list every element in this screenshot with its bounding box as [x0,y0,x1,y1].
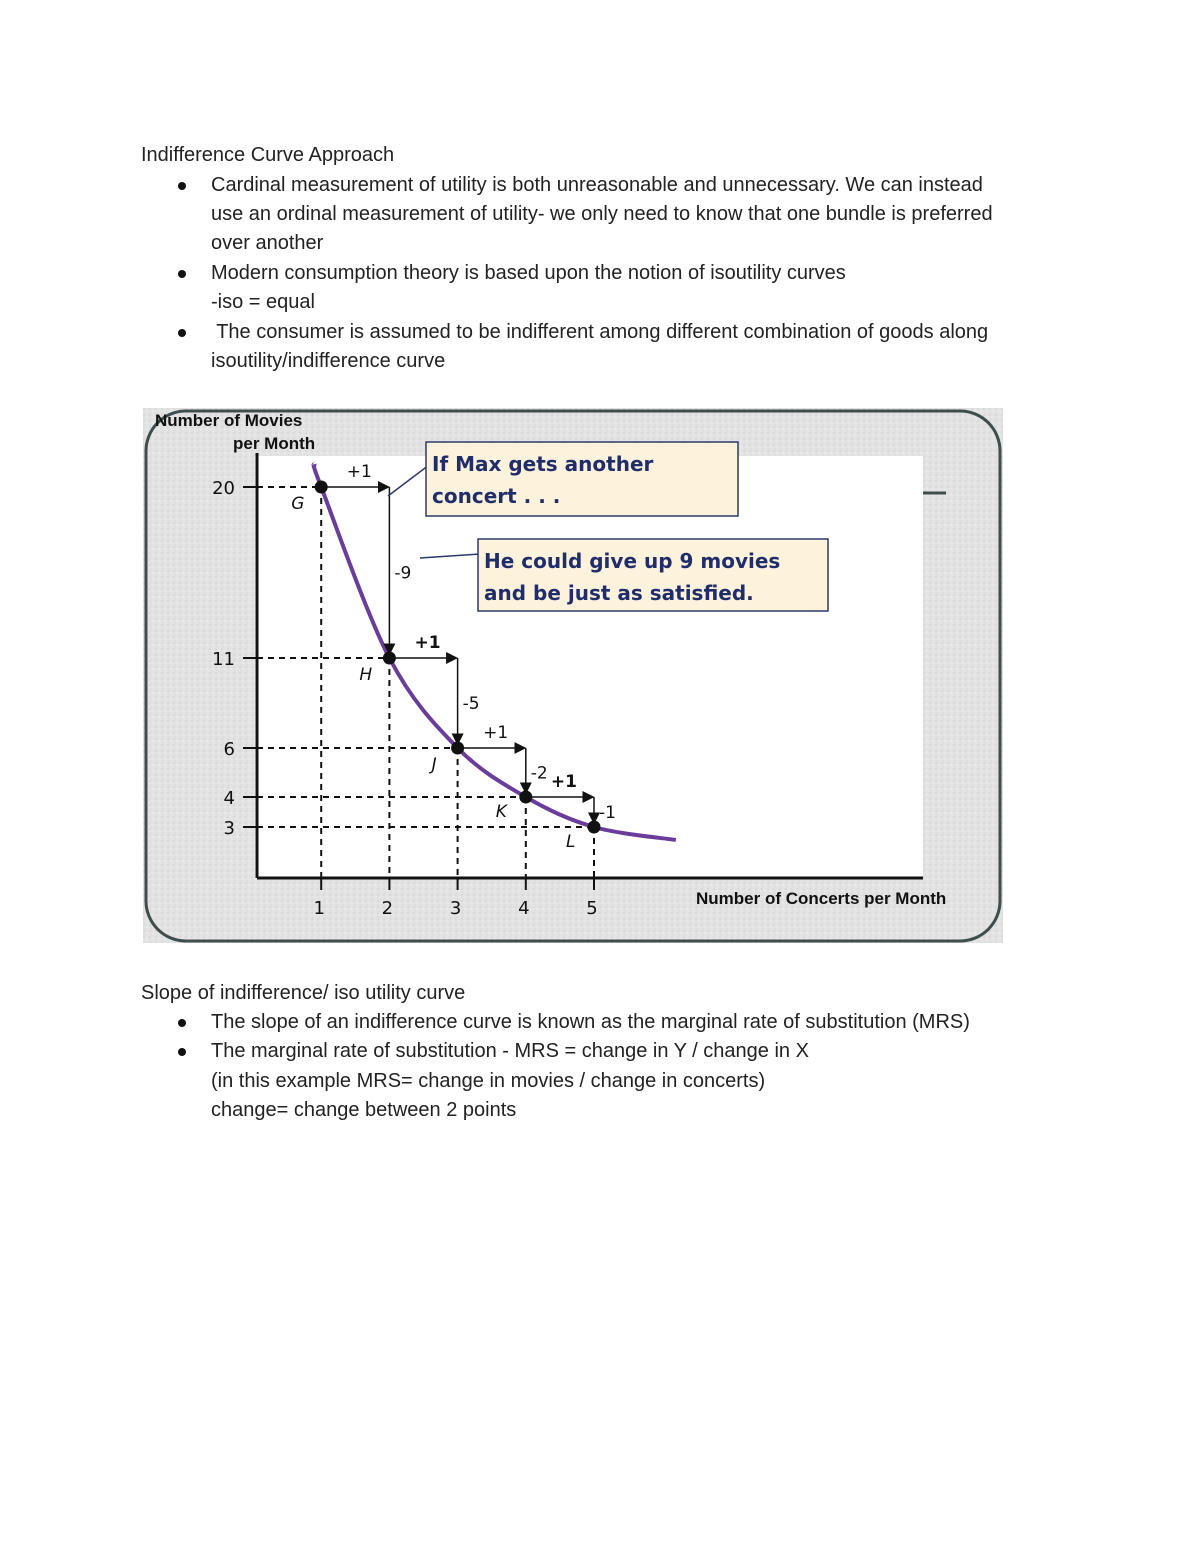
step-dx-label: +1 [550,772,577,792]
bullet-dot [178,270,186,278]
callout-text: He could give up 9 movies [484,549,781,573]
x-tick-label: 2 [381,898,394,919]
indifference-curve-chart [143,408,1003,943]
step-dx-label: +1 [414,633,441,653]
indifference-curve-figure [143,408,1003,943]
bullet-dot [178,182,186,190]
step-dy-label: -9 [394,563,412,584]
bullet-text: (in this example MRS= change in movies / change in concerts) [211,1070,766,1092]
step-dy-label: -2 [530,763,548,784]
data-point [588,821,601,834]
callout-text: concert . . . [432,484,561,508]
section-heading-1: Indifference Curve Approach [141,144,395,166]
bullet-text: change= change between 2 points [211,1099,517,1121]
data-point [383,652,396,665]
y-tick-label: 3 [223,818,235,839]
point-label: G [291,494,305,514]
y-tick-label: 6 [223,739,235,760]
x-tick-label: 3 [449,898,462,919]
callout-text: and be just as satisfied. [484,581,754,605]
step-dx-label: +1 [483,723,509,743]
bullet-text: The slope of an indifference curve is known as the marginal rate of substitution (MRS) [211,1011,970,1033]
bullet-text: The marginal rate of substitution - MRS = change in Y / change in X [211,1040,809,1062]
callout-text: If Max gets another [432,452,654,476]
x-tick-label: 4 [518,898,530,919]
bullet-text: use an ordinal measurement of utility- we only need to know that one bundle is preferred [211,203,993,225]
bullet-dot [178,1019,186,1027]
plot-area [255,456,923,879]
y-tick-label: 4 [223,788,235,809]
point-label: H [359,665,373,685]
bullet-dot [178,329,186,337]
data-point [315,481,328,494]
y-axis-label: Number of Movies [155,411,303,430]
y-tick-label: 11 [212,649,235,670]
bullet-text: isoutility/indifference curve [211,350,446,372]
bullet-text: -iso = equal [211,291,315,313]
bullet-text: Cardinal measurement of utility is both unreasonable and unnecessary. We can instead [211,174,983,196]
bullet-text: The consumer is assumed to be indifferent among different combination of goods along [211,321,989,343]
bullet-text: over another [211,232,324,254]
step-dy-label: -1 [599,803,616,823]
x-tick-label: 1 [313,898,325,919]
data-point [519,791,532,804]
y-axis-label: per Month [233,434,316,453]
step-dx-label: +1 [346,462,372,482]
x-tick-label: 5 [586,898,598,919]
point-label: K [495,802,507,822]
data-point [451,742,464,755]
step-dy-label: -5 [462,694,480,714]
x-axis-label: Number of Concerts per Month [696,889,947,908]
bullet-text: Modern consumption theory is based upon the notion of isoutility curves [211,262,846,284]
point-label: J [431,755,437,775]
section-heading-2: Slope of indifference/ iso utility curve [141,982,466,1004]
y-tick-label: 20 [212,478,235,499]
point-label: L [566,832,576,852]
bullet-dot [178,1048,186,1056]
